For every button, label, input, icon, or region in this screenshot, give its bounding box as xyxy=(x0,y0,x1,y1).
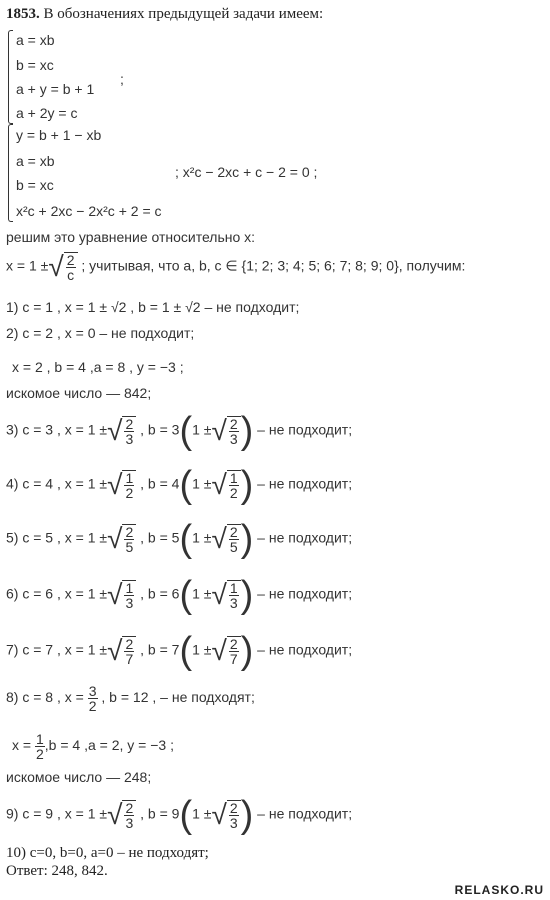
case-3 xyxy=(6,410,353,452)
case-tail: – не подходит; xyxy=(257,805,353,822)
final-answer: Ответ: 248, 842. xyxy=(6,863,108,879)
paren-close: ) xyxy=(240,794,254,836)
frac-num: 1 xyxy=(125,470,134,486)
case-frac xyxy=(122,636,136,666)
case-10: 10) c=0, b=0, a=0 – не подходят; xyxy=(6,845,209,861)
system2-eq2: a = xb xyxy=(16,153,55,169)
case-inner: 1 ± xyxy=(192,585,212,602)
frac-den: 3 xyxy=(229,815,238,831)
case-tail: – не подходит; xyxy=(257,421,353,438)
case-frac-inner xyxy=(227,580,241,610)
paren-close: ) xyxy=(240,574,254,616)
system1-eq2: b = xc xyxy=(16,57,54,73)
formula-frac xyxy=(64,252,78,282)
frac-num: 2 xyxy=(229,636,238,652)
frac-num: 1 xyxy=(229,580,238,596)
general-formula xyxy=(6,252,465,282)
case-frac xyxy=(122,524,136,554)
frac-den: 3 xyxy=(125,595,134,611)
case-mid: , b = 7 xyxy=(140,641,180,658)
frac-num: 2 xyxy=(229,524,238,540)
case-label: 8) c = 8 , x = xyxy=(6,689,84,706)
case8b-frac xyxy=(35,732,45,761)
paren-close: ) xyxy=(240,410,254,452)
sqrt-icon: √ xyxy=(107,523,123,554)
system1-eq4: a + 2y = c xyxy=(16,105,78,121)
frac-num: 2 xyxy=(229,800,238,816)
frac-den: 2 xyxy=(229,485,238,501)
paren-close: ) xyxy=(240,518,254,560)
sqrt-icon: √ xyxy=(211,635,227,666)
paren-open: ( xyxy=(179,518,193,560)
sqrt-icon: √ xyxy=(211,799,227,830)
case-2-result: x = 2 , b = 4 ,a = 8 , y = −3 ; xyxy=(12,359,184,375)
formula-num: 2 xyxy=(66,252,75,268)
frac-den: 5 xyxy=(229,539,238,555)
case-frac-inner xyxy=(227,416,241,446)
frac-den: 3 xyxy=(125,431,134,447)
case-inner: 1 ± xyxy=(192,805,212,822)
case-label: 6) c = 6 , x = 1 ± xyxy=(6,585,108,602)
case-8-result xyxy=(12,732,174,761)
frac-num: 1 xyxy=(229,470,238,486)
problem-header xyxy=(6,5,323,23)
sqrt-icon: √ xyxy=(107,635,123,666)
frac-num: 2 xyxy=(229,416,238,432)
case-tail: – не подходит; xyxy=(257,585,353,602)
system2-eq3: b = xc xyxy=(16,177,54,193)
frac-num: 2 xyxy=(125,524,134,540)
case-frac-inner xyxy=(227,800,241,830)
paren-open: ( xyxy=(179,794,193,836)
case-label: 9) c = 9 , x = 1 ± xyxy=(6,805,108,822)
frac-den: 7 xyxy=(229,651,238,667)
problem-number: 1853. xyxy=(6,6,40,22)
case-label: 3) c = 3 , x = 1 ± xyxy=(6,421,108,438)
system2-eq4: x²c + 2xc − 2x²c + 2 = c xyxy=(16,203,162,219)
sqrt-icon: √ xyxy=(211,469,227,500)
problem-intro: В обозначениях предыдущей задачи имеем: xyxy=(43,6,324,22)
paren-open: ( xyxy=(179,464,193,506)
sqrt-icon: √ xyxy=(211,523,227,554)
case-mid: , b = 3 xyxy=(140,421,180,438)
case-inner: 1 ± xyxy=(192,421,212,438)
case-frac xyxy=(122,470,136,500)
paren-open: ( xyxy=(179,630,193,672)
case-frac xyxy=(122,800,136,830)
site-logo: RELASKO.RU xyxy=(454,883,544,897)
frac-den: 5 xyxy=(125,539,134,555)
frac-den: 3 xyxy=(229,595,238,611)
formula-den: c xyxy=(67,267,75,283)
case-7 xyxy=(6,630,353,672)
paren-open: ( xyxy=(179,410,193,452)
frac-den: 7 xyxy=(125,651,134,667)
case-1: 1) c = 1 , x = 1 ± √2 , b = 1 ± √2 – не подходит; xyxy=(6,299,300,315)
case-frac-inner xyxy=(227,524,241,554)
case-mid: , b = 9 xyxy=(140,805,180,822)
system1-eq3: a + y = b + 1 xyxy=(16,81,95,97)
frac-num: 3 xyxy=(88,683,97,699)
case-frac-inner xyxy=(227,636,241,666)
case-2-answer: искомое число — 842; xyxy=(6,385,152,401)
case-tail: – не подходит; xyxy=(257,475,353,492)
system1-tail: ; xyxy=(120,71,124,87)
case-4 xyxy=(6,464,353,506)
system2-brace xyxy=(8,124,13,222)
case-9 xyxy=(6,794,353,836)
case-inner: 1 ± xyxy=(192,529,212,546)
paren-open: ( xyxy=(179,574,193,616)
case-frac xyxy=(122,416,136,446)
case-tail: – не подходит; xyxy=(257,641,353,658)
case-8-answer: искомое число — 248; xyxy=(6,769,152,785)
frac-num: 2 xyxy=(125,636,134,652)
frac-den: 2 xyxy=(35,746,44,762)
case-mid: , b = 4 xyxy=(140,475,180,492)
frac-num: 1 xyxy=(35,731,44,747)
case-label: 4) c = 4 , x = 1 ± xyxy=(6,475,108,492)
frac-num: 1 xyxy=(125,580,134,596)
case-tail: – не подходит; xyxy=(257,529,353,546)
solve-line: решим это уравнение относительно x: xyxy=(6,229,256,245)
system2-eq1: y = b + 1 − xb xyxy=(16,127,102,143)
case8-frac xyxy=(88,684,98,713)
formula-text: ; учитывая, что a, b, c ∈ {1; 2; 3; 4; 5; 6; 7; 8; 9; 0}, получим: xyxy=(81,257,466,274)
system2-tail: ; x²c − 2xc + c − 2 = 0 ; xyxy=(175,164,318,180)
case-8 xyxy=(6,684,255,713)
case-tail: ,b = 4 ,a = 2, y = −3 ; xyxy=(44,737,174,754)
case-6 xyxy=(6,574,353,616)
case-label: 7) c = 7 , x = 1 ± xyxy=(6,641,108,658)
system1-eq1: a = xb xyxy=(16,32,55,48)
formula-lhs: x = 1 ± xyxy=(6,257,49,274)
sqrt-icon: √ xyxy=(107,579,123,610)
case-label: 5) c = 5 , x = 1 ± xyxy=(6,529,108,546)
case-inner: 1 ± xyxy=(192,641,212,658)
frac-den: 3 xyxy=(125,815,134,831)
frac-den: 3 xyxy=(229,431,238,447)
sqrt-icon: √ xyxy=(107,415,123,446)
sqrt-icon: √ xyxy=(107,799,123,830)
case-mid: , b = 5 xyxy=(140,529,180,546)
frac-den: 2 xyxy=(125,485,134,501)
frac-num: 2 xyxy=(125,800,134,816)
frac-den: 2 xyxy=(88,698,97,714)
case-mid: , b = 6 xyxy=(140,585,180,602)
system1-brace xyxy=(8,30,13,124)
case-2: 2) c = 2 , x = 0 – не подходит; xyxy=(6,325,195,341)
case-tail: , b = 12 , – не подходят; xyxy=(101,689,255,706)
sqrt-icon: √ xyxy=(107,469,123,500)
case-frac xyxy=(122,580,136,610)
frac-num: 2 xyxy=(125,416,134,432)
case8b-lhs: x = xyxy=(12,737,32,754)
case-inner: 1 ± xyxy=(192,475,212,492)
paren-close: ) xyxy=(240,464,254,506)
sqrt-icon: √ xyxy=(211,579,227,610)
case-5 xyxy=(6,518,353,560)
paren-close: ) xyxy=(240,630,254,672)
sqrt-icon: √ xyxy=(211,415,227,446)
case-frac-inner xyxy=(227,470,241,500)
sqrt-icon: √ xyxy=(48,251,64,282)
